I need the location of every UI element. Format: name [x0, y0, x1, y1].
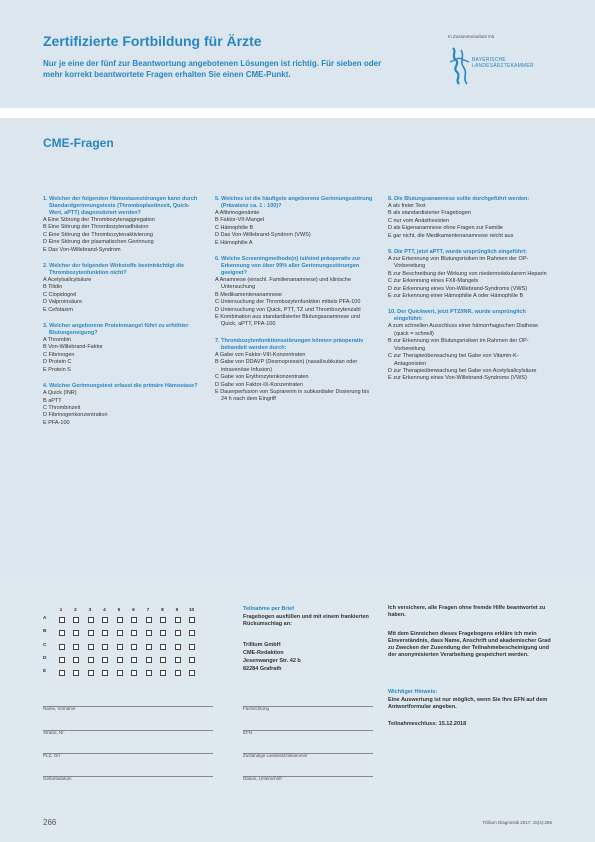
- efn-field[interactable]: EFN: [243, 721, 373, 731]
- answer-checkbox[interactable]: [175, 670, 181, 676]
- answer-option: C zur Erkennung eines FXII-Mangels: [388, 278, 479, 285]
- answer-option: A Acetylsalicylsäure: [43, 277, 92, 284]
- answer-checkbox[interactable]: [59, 657, 65, 663]
- question-title: 9. Die PTT, jetzt aPTT, wurde ursprünglich eingeführt:: [388, 249, 528, 256]
- answer-checkbox[interactable]: [73, 657, 79, 663]
- answer-checkbox[interactable]: [175, 617, 181, 623]
- section-title: CME-Fragen: [43, 136, 114, 150]
- question-column-3: [388, 196, 548, 392]
- grid-column-number: 2: [74, 608, 77, 613]
- answer-checkbox[interactable]: [73, 617, 79, 623]
- question-title: 4. Welcher Gerinnungstest erfasst die primäre Hämostase?: [43, 383, 198, 390]
- page-title: Zertifizierte Fortbildung für Ärzte: [43, 33, 262, 49]
- grid-row-letter: C: [43, 642, 47, 648]
- question: [388, 196, 548, 240]
- answer-option: C Eine Störung der Thrombozytenaktivierung: [43, 231, 153, 238]
- grid-column-number: 6: [132, 608, 135, 613]
- answer-option: C Untersuchung der Thrombozytenfunktion mittels PFA-100: [215, 299, 361, 306]
- question: [43, 263, 203, 314]
- answer-checkbox[interactable]: [146, 630, 152, 636]
- question: [388, 309, 548, 382]
- grid-column-number: 3: [88, 608, 92, 613]
- answer-checkbox[interactable]: [73, 644, 79, 650]
- send-text: Fragebogen ausfüllen und mit einem frankierten Rückumschlag an:: [243, 614, 369, 627]
- answer-checkbox[interactable]: [117, 670, 123, 676]
- answer-option: B Faktor-VII-Mangel: [215, 217, 265, 224]
- answer-option: B Von-Willebrand-Faktor: [43, 344, 103, 351]
- answer-checkbox[interactable]: [117, 617, 123, 623]
- question: [43, 383, 203, 427]
- answer-checkbox[interactable]: [88, 617, 94, 623]
- answer-checkbox[interactable]: [189, 670, 195, 676]
- answer-option: B zur Beschreibung der Wirkung von niedermolekularem Heparin: [388, 270, 547, 277]
- answer-option: D Fibrinogenkonzentration: [43, 412, 108, 419]
- answer-option: D zur Erkennung eines Von-Willebrand-Syndroms (VWS): [388, 285, 528, 292]
- birthdate-field[interactable]: Geburtsdatum: [43, 767, 213, 777]
- answer-option: E Hämophilie A: [215, 239, 253, 246]
- grid-column-number: 7: [146, 608, 150, 613]
- city-field[interactable]: PLZ, Ort: [43, 744, 213, 754]
- answer-option: E zur Erkennung eines Von-Willebrand-Syndroms (VWS): [388, 375, 527, 382]
- answer-option: A zur Erkennung von Blutungsrisiken im Rahmen der OP-Vorbereitung: [388, 256, 529, 270]
- question: [215, 256, 375, 329]
- answer-option: C Hämophilie B: [215, 224, 254, 231]
- answer-option: C zur Therapieüberwachung bei Gabe von Vitamin-K-Antagonisten: [388, 353, 519, 367]
- answer-option: B zur Erkennung von Blutungsrisiken im Rahmen der OP-Vorbereitung: [388, 338, 529, 352]
- answer-option: A Afibrinogenämie: [215, 210, 260, 216]
- grid-row-letter: A: [43, 616, 47, 621]
- answer-checkbox[interactable]: [160, 617, 166, 623]
- answer-option: D als Eigenanamnese ohne Fragen zur Familie: [388, 225, 503, 232]
- question-title: 3. Welcher angeborene Proteinmangel führt zu erhöhter Blutungsneigung?: [43, 323, 189, 337]
- answer-option: B Tilidin: [43, 284, 63, 291]
- answer-option: A Gabe von Faktor-VIII-Konzentraten: [215, 351, 306, 358]
- question-column-2: [215, 196, 375, 413]
- answer-option: D Das Von-Willebrand-Syndrom (VWS): [215, 232, 311, 239]
- question: [388, 249, 548, 300]
- answer-checkbox[interactable]: [131, 630, 137, 636]
- answer-option: C Clopidogrel: [43, 291, 77, 298]
- answer-checkbox[interactable]: [160, 644, 166, 650]
- answer-checkbox[interactable]: [131, 617, 137, 623]
- question-title: 10. Der Quickwert, jetzt PTZ/INR, wurde ursprünglich eingeführt:: [388, 309, 526, 323]
- answer-checkbox[interactable]: [117, 644, 123, 650]
- grid-column-number: 8: [161, 608, 164, 613]
- answer-option: A Thrombin: [43, 337, 72, 344]
- answer-checkbox[interactable]: [175, 630, 181, 636]
- answer-checkbox[interactable]: [88, 657, 94, 663]
- logo-text: BAYERISCHE LANDESÄRZTEKAMMER: [472, 57, 534, 69]
- answer-checkbox[interactable]: [59, 644, 65, 650]
- answer-option: D Eine Störung der plasmatischen Gerinnung: [43, 239, 154, 246]
- deadline-text: Teilnahmeschluss: 15.12.2018: [388, 721, 467, 727]
- answer-checkbox[interactable]: [59, 617, 65, 623]
- question-title: 7. Thrombozytenfunktionsstörungen können präoperativ behandelt werden durch:: [215, 337, 364, 351]
- answer-option: B als standardisierter Fragebogen: [388, 210, 471, 217]
- answer-option: A Quick (INR): [43, 390, 77, 397]
- answer-checkbox[interactable]: [146, 657, 152, 663]
- answer-option: E PFA-100: [43, 419, 70, 426]
- answer-checkbox[interactable]: [102, 670, 108, 676]
- answer-checkbox[interactable]: [160, 630, 166, 636]
- hint-title: Wichtiger Hinweis:: [388, 689, 438, 695]
- answer-option: E Dauerperfusion von Suprarenin in subkardialer Dosierung bis 24 h nach dem Eingriff: [215, 388, 370, 403]
- intro-text: Nur je eine der fünf zur Beantwortung angebotenen Lösungen ist richtig. Für sieben oder mehr korrekt beantwortete Fragen erhalten Sie einen CME-Punkt.: [43, 59, 382, 79]
- answer-checkbox[interactable]: [160, 657, 166, 663]
- grid-column-number: 10: [188, 608, 195, 613]
- question-title: 8. Die Blutungsanamnese sollte durchgeführt werden:: [388, 196, 530, 202]
- answer-option: E Kombination aus standardisierter Blutungsanamnese und Quick, aPTT, PFA-100: [215, 314, 360, 328]
- answer-checkbox[interactable]: [73, 630, 79, 636]
- name-field[interactable]: Name, Vorname: [43, 697, 213, 707]
- question: [215, 338, 375, 404]
- answer-option: D Protein C: [43, 359, 72, 366]
- question-column-1: [43, 196, 203, 436]
- grid-row-letter: B: [43, 629, 47, 635]
- answer-checkbox[interactable]: [88, 630, 94, 636]
- grid-row-letter: E: [43, 669, 47, 675]
- answer-checkbox[interactable]: [131, 670, 137, 676]
- answer-checkbox[interactable]: [59, 670, 65, 676]
- answer-option: C nur vom Anästhesisten: [388, 217, 450, 224]
- question-title: 5. Welches ist die häufigste angeborene Gerinnungsstörung (Prävalenz ca. 1 : 100)?: [215, 196, 373, 209]
- signature-field[interactable]: Datum, Unterschrift: [243, 767, 373, 777]
- answer-checkbox[interactable]: [189, 657, 195, 663]
- answer-option: E Cefotaxim: [43, 306, 73, 313]
- postal-address: Trillium GmbH CME-Redaktion Jesenwanger Str. 42 b 82284 Grafrath: [243, 642, 301, 672]
- answer-option: D Untersuchung von Quick, PTT, TZ und Thrombozytenzahl: [215, 306, 361, 313]
- answer-checkbox[interactable]: [146, 617, 152, 623]
- answer-option: A Anamnese (einschl. Familienanamnese) und klinische Untersuchung: [215, 277, 352, 291]
- answer-checkbox[interactable]: [59, 630, 65, 636]
- answer-option: E Protein S: [43, 366, 71, 373]
- assurance-text: Ich versichere, alle Fragen ohne fremde Hilfe beantwortet zu haben.: [388, 605, 546, 618]
- street-field[interactable]: Straße, Nr.: [43, 721, 213, 731]
- answer-checkbox[interactable]: [131, 644, 137, 650]
- answer-checkbox[interactable]: [102, 617, 108, 623]
- answer-option: C Thrombinzeit: [43, 404, 81, 411]
- answer-option: C Gabe von Erythrozytenkonzentraten: [215, 374, 309, 381]
- answer-option: A zum schnellen Ausschluss einer hämorrhagischen Diathese (quick = schnell): [388, 323, 539, 337]
- answer-option: E Das Von-Willebrand-Syndrom: [43, 246, 121, 253]
- chamber-field[interactable]: Zuständige Landesärztekammer: [243, 744, 373, 754]
- answer-option: D Gabe von Faktor-IX-Konzentraten: [215, 381, 304, 388]
- answer-checkbox[interactable]: [160, 670, 166, 676]
- grid-column-number: 5: [117, 608, 121, 613]
- answer-option: E gar nicht, die Medikamentenanamnese reicht aus: [388, 232, 514, 239]
- consent-text: Mit dem Einreichen dieses Fragebogens erkläre ich mein Einverständnis, dass Name, Anschrift und akademischer Grad zu Zwecken der Zusendung der Teilnahmebescheinigung und der anonymisierten Verarbeitung gespeichert werden.: [388, 631, 551, 658]
- answer-checkbox[interactable]: [175, 644, 181, 650]
- question-title: 6. Welche Screeningmethode(n) ist/sind präoperativ zur Erkennung von über 99% aller Gerinnungsstörungen geeignet?: [215, 256, 361, 277]
- answer-option: E zur Erkennung einer Hämophilie A oder Hämophilie B: [388, 293, 524, 300]
- answer-checkbox[interactable]: [88, 644, 94, 650]
- answer-checkbox[interactable]: [146, 670, 152, 676]
- grid-column-number: 9: [175, 608, 179, 613]
- answer-option: B aPTT: [43, 397, 62, 404]
- question: [215, 196, 375, 247]
- answer-checkbox[interactable]: [88, 670, 94, 676]
- answer-checkbox[interactable]: [189, 644, 195, 650]
- question: [43, 196, 203, 254]
- answer-checkbox[interactable]: [73, 670, 79, 676]
- answer-option: A als freier Text: [388, 203, 426, 209]
- grid-column-number: 4: [103, 608, 106, 613]
- specialty-field[interactable]: Fachrichtung: [243, 697, 373, 707]
- answer-checkbox[interactable]: [102, 630, 108, 636]
- question-title: 1. Welcher der folgenden Hämostasestörungen kann durch Standardgerinnungstests (Thromboplastinzeit, Quick-Wert, aPTT) diagnostiziert werden?: [43, 196, 198, 216]
- answer-option: D zur Therapieüberwachung bei Gabe von Acetylsalicylsäure: [388, 367, 537, 374]
- page-number: 266: [43, 818, 57, 827]
- answer-option: B Eine Störung der Thrombozytenadhäsion: [43, 224, 149, 231]
- answer-checkbox[interactable]: [102, 657, 108, 663]
- answer-checkbox[interactable]: [102, 644, 108, 650]
- question-title: 2. Welcher der folgenden Wirkstoffe beeinträchtigt die Thrombozytenfunktion nicht?: [43, 263, 185, 277]
- answer-option: B Medikamentenanamnese: [215, 291, 282, 298]
- answer-option: C Fibrinogen: [43, 351, 75, 358]
- answer-checkbox[interactable]: [146, 644, 152, 650]
- grid-row-letter: D: [43, 655, 47, 661]
- footer-reference: Trillium Diagnostik 2017; 15(4):266: [482, 820, 552, 825]
- answer-checkbox[interactable]: [189, 630, 195, 636]
- hint-text: Eine Auswertung ist nur möglich, wenn Sie Ihre EFN auf dem Antwortformular angeben.: [388, 697, 548, 710]
- answer-checkbox[interactable]: [131, 657, 137, 663]
- answer-checkbox[interactable]: [189, 617, 195, 623]
- grid-column-number: 1: [59, 608, 63, 613]
- answer-checkbox[interactable]: [117, 630, 123, 636]
- answer-option: B Gabe von DDAVP (Desmopressin) (nasal/subkutan oder intravenöse Infusion): [215, 359, 358, 373]
- answer-option: A Eine Störung der Thrombozytenaggregation: [43, 217, 155, 223]
- answer-checkbox[interactable]: [175, 657, 181, 663]
- answer-checkbox[interactable]: [117, 657, 123, 663]
- answer-option: D Valproinsäure: [43, 299, 83, 306]
- collaboration-label: In Zusammenarbeit mit: [448, 34, 495, 39]
- question: [43, 323, 203, 374]
- send-title: Teilnahme per Brief: [243, 606, 294, 612]
